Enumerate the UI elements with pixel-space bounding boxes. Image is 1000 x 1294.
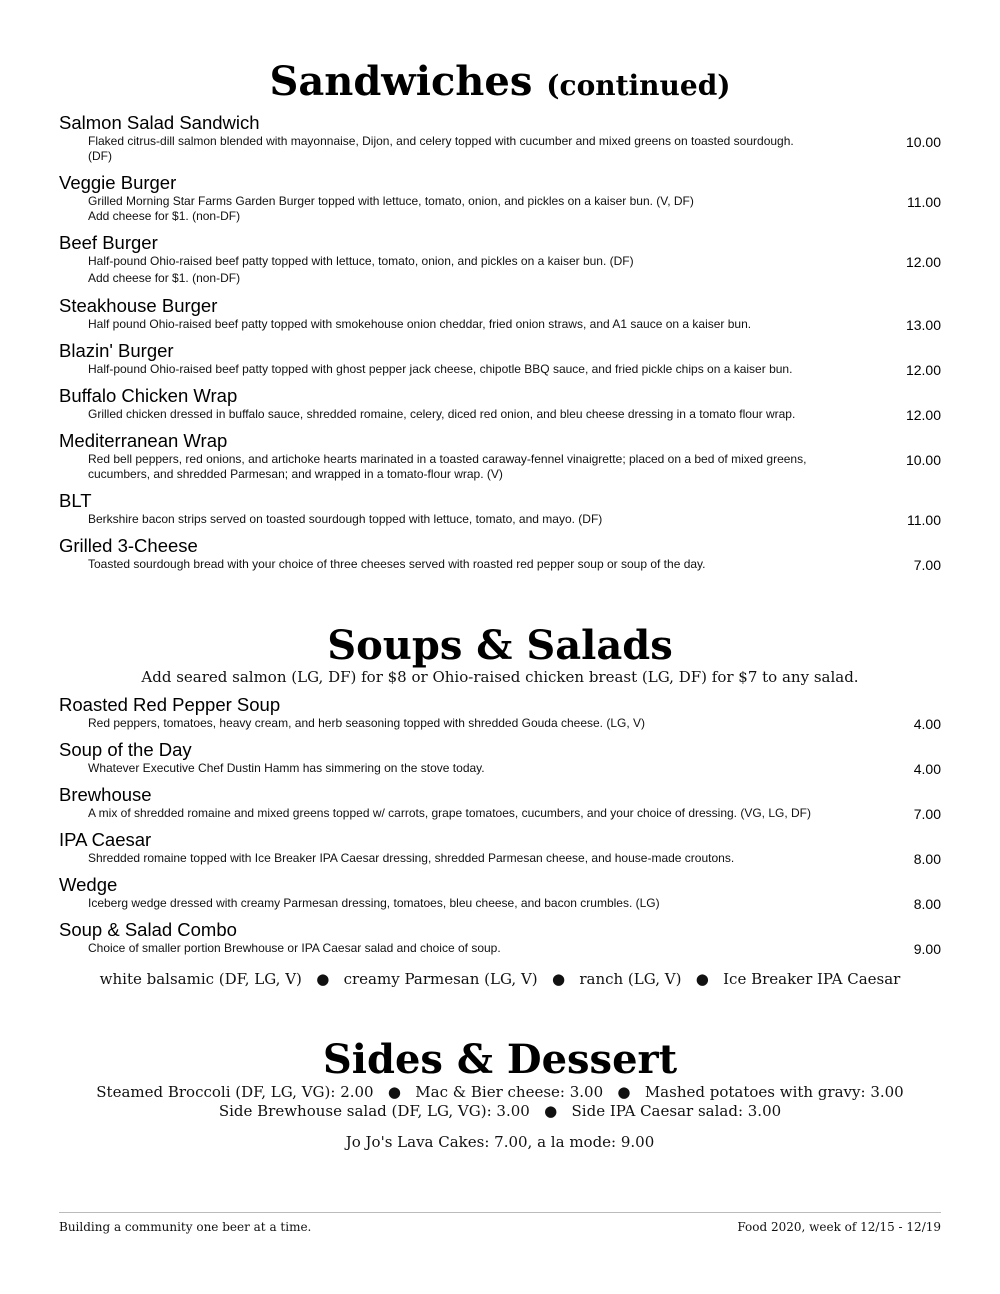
sides-title: Sides & Dessert xyxy=(322,1036,678,1083)
item-description: Half pound Ohio-raised beef patty topped with smokehouse onion cheddar, fried onion straws, and A1 sauce on a kaiser bun. xyxy=(88,317,752,331)
item-price: 10.00 xyxy=(905,452,941,468)
item-price: 12.00 xyxy=(905,254,941,270)
item-description: Half-pound Ohio-raised beef patty topped with ghost pepper jack cheese, chipotle BBQ sauce, and fried pickle chips on a kaiser bun. xyxy=(88,362,793,376)
menu-item xyxy=(59,430,941,490)
item-description: A mix of shredded romaine and mixed greens topped w/ carrots, grape tomatoes, cucumbers, and your choice of dressing. (VG, LG, DF) xyxy=(88,806,812,820)
menu-item xyxy=(59,694,941,739)
item-price: 12.00 xyxy=(905,362,941,378)
item-price: 12.00 xyxy=(905,407,941,423)
menu-item xyxy=(59,490,941,535)
item-price: 4.00 xyxy=(913,761,941,777)
menu-item xyxy=(59,535,941,580)
menu-item xyxy=(59,874,941,919)
item-name: Mediterranean Wrap xyxy=(59,430,228,451)
footer-divider xyxy=(59,1212,941,1213)
menu-item xyxy=(59,232,941,295)
item-description: Grilled Morning Star Farms Garden Burger topped with lettuce, tomato, onion, and pickles on a kaiser bun. (V, DF) xyxy=(88,194,694,208)
item-price: 7.00 xyxy=(913,806,941,822)
item-price: 11.00 xyxy=(907,194,941,210)
menu-item xyxy=(59,385,941,430)
item-price: 10.00 xyxy=(905,134,941,150)
item-name: Veggie Burger xyxy=(59,172,177,193)
item-price: 9.00 xyxy=(913,941,941,957)
menu-item xyxy=(59,172,941,232)
item-price: 13.00 xyxy=(905,317,941,333)
item-name: BLT xyxy=(59,490,92,511)
menu-item xyxy=(59,112,941,172)
item-description: Shredded romaine topped with Ice Breaker IPA Caesar dressing, shredded Parmesan cheese, and house-made croutons. xyxy=(88,851,735,865)
item-description: Berkshire bacon strips served on toasted sourdough topped with lettuce, tomato, and mayo. (DF) xyxy=(88,512,603,526)
sides-line-2: Side Brewhouse salad (DF, LG, VG): 3.00 ● Side IPA Caesar salad: 3.00 xyxy=(218,1102,782,1120)
footer-date: Food 2020, week of 12/15 - 12/19 xyxy=(737,1220,941,1234)
item-description-extra: Add cheese for $1. (non-DF) xyxy=(88,209,241,223)
item-description: Whatever Executive Chef Dustin Hamm has simmering on the stove today. xyxy=(88,761,485,775)
sandwiches-list xyxy=(59,112,941,580)
sides-line-1: Steamed Broccoli (DF, LG, VG): 2.00 ● Mac & Bier cheese: 3.00 ● Mashed potatoes with gravy: 3.00 xyxy=(96,1083,904,1101)
item-name: Brewhouse xyxy=(59,784,152,805)
item-price: 7.00 xyxy=(913,557,941,573)
menu-item xyxy=(59,784,941,829)
sandwiches-title xyxy=(0,58,1000,105)
item-description-extra: Add cheese for $1. (non-DF) xyxy=(88,271,241,285)
footer-tagline: Building a community one beer at a time. xyxy=(59,1220,312,1234)
item-description: Red peppers, tomatoes, heavy cream, and herb seasoning topped with shredded Gouda cheese. (LG, V) xyxy=(88,716,646,730)
soups-title: Soups & Salads xyxy=(327,622,673,669)
menu-item xyxy=(59,295,941,340)
item-price: 4.00 xyxy=(913,716,941,732)
item-name: Buffalo Chicken Wrap xyxy=(59,385,238,406)
item-name: Roasted Red Pepper Soup xyxy=(59,694,281,715)
item-name: Steakhouse Burger xyxy=(59,295,218,316)
menu-item xyxy=(59,739,941,784)
item-description: Toasted sourdough bread with your choice of three cheeses served with roasted red pepper soup or soup of the day. xyxy=(88,557,706,571)
menu-item xyxy=(59,829,941,874)
sandwiches-title-suffix: (continued) xyxy=(546,69,731,102)
menu-item xyxy=(59,340,941,385)
item-name: Salmon Salad Sandwich xyxy=(59,112,260,133)
item-description: Choice of smaller portion Brewhouse or IPA Caesar salad and choice of soup. xyxy=(88,941,501,955)
item-price: 11.00 xyxy=(907,512,941,528)
dessert-line: Jo Jo's Lava Cakes: 7.00, a la mode: 9.00 xyxy=(345,1133,655,1151)
soups-note: Add seared salmon (LG, DF) for $8 or Ohio-raised chicken breast (LG, DF) for $7 to any salad. xyxy=(141,668,859,686)
item-name: Soup of the Day xyxy=(59,739,192,760)
dressings-list: white balsamic (DF, LG, V) ● creamy Parmesan (LG, V) ● ranch (LG, V) ● Ice Breaker IPA Caesar xyxy=(99,970,901,988)
soups-list xyxy=(59,694,941,964)
item-price: 8.00 xyxy=(913,851,941,867)
item-price: 8.00 xyxy=(913,896,941,912)
item-description: Iceberg wedge dressed with creamy Parmesan dressing, tomatoes, bleu cheese, and bacon crumbles. (LG) xyxy=(88,896,660,910)
sandwiches-title-text: Sandwiches xyxy=(269,58,533,105)
item-description: Grilled chicken dressed in buffalo sauce, shredded romaine, celery, diced red onion, and bleu cheese dressing in a tomato flour wrap. xyxy=(88,407,796,421)
menu-item xyxy=(59,919,941,964)
item-name: Blazin' Burger xyxy=(59,340,174,361)
item-description: Flaked citrus-dill salmon blended with mayonnaise, Dijon, and celery topped with cucumber and mixed greens on toasted sourdough. (DF) xyxy=(88,134,794,163)
item-name: Wedge xyxy=(59,874,118,895)
item-name: Beef Burger xyxy=(59,232,158,253)
item-description: Red bell peppers, red onions, and artichoke hearts marinated in a toasted caraway-fennel vinaigrette; placed on a bed of mixed greens, cucumbers, and shredded Parmesan; and wrapped in a tomato-flour wrap. (V) xyxy=(88,452,807,481)
item-name: Soup & Salad Combo xyxy=(59,919,237,940)
item-description: Half-pound Ohio-raised beef patty topped with lettuce, tomato, onion, and pickles on a kaiser bun. (DF) xyxy=(88,254,634,268)
item-name: IPA Caesar xyxy=(59,829,152,850)
item-name: Grilled 3-Cheese xyxy=(59,535,198,556)
